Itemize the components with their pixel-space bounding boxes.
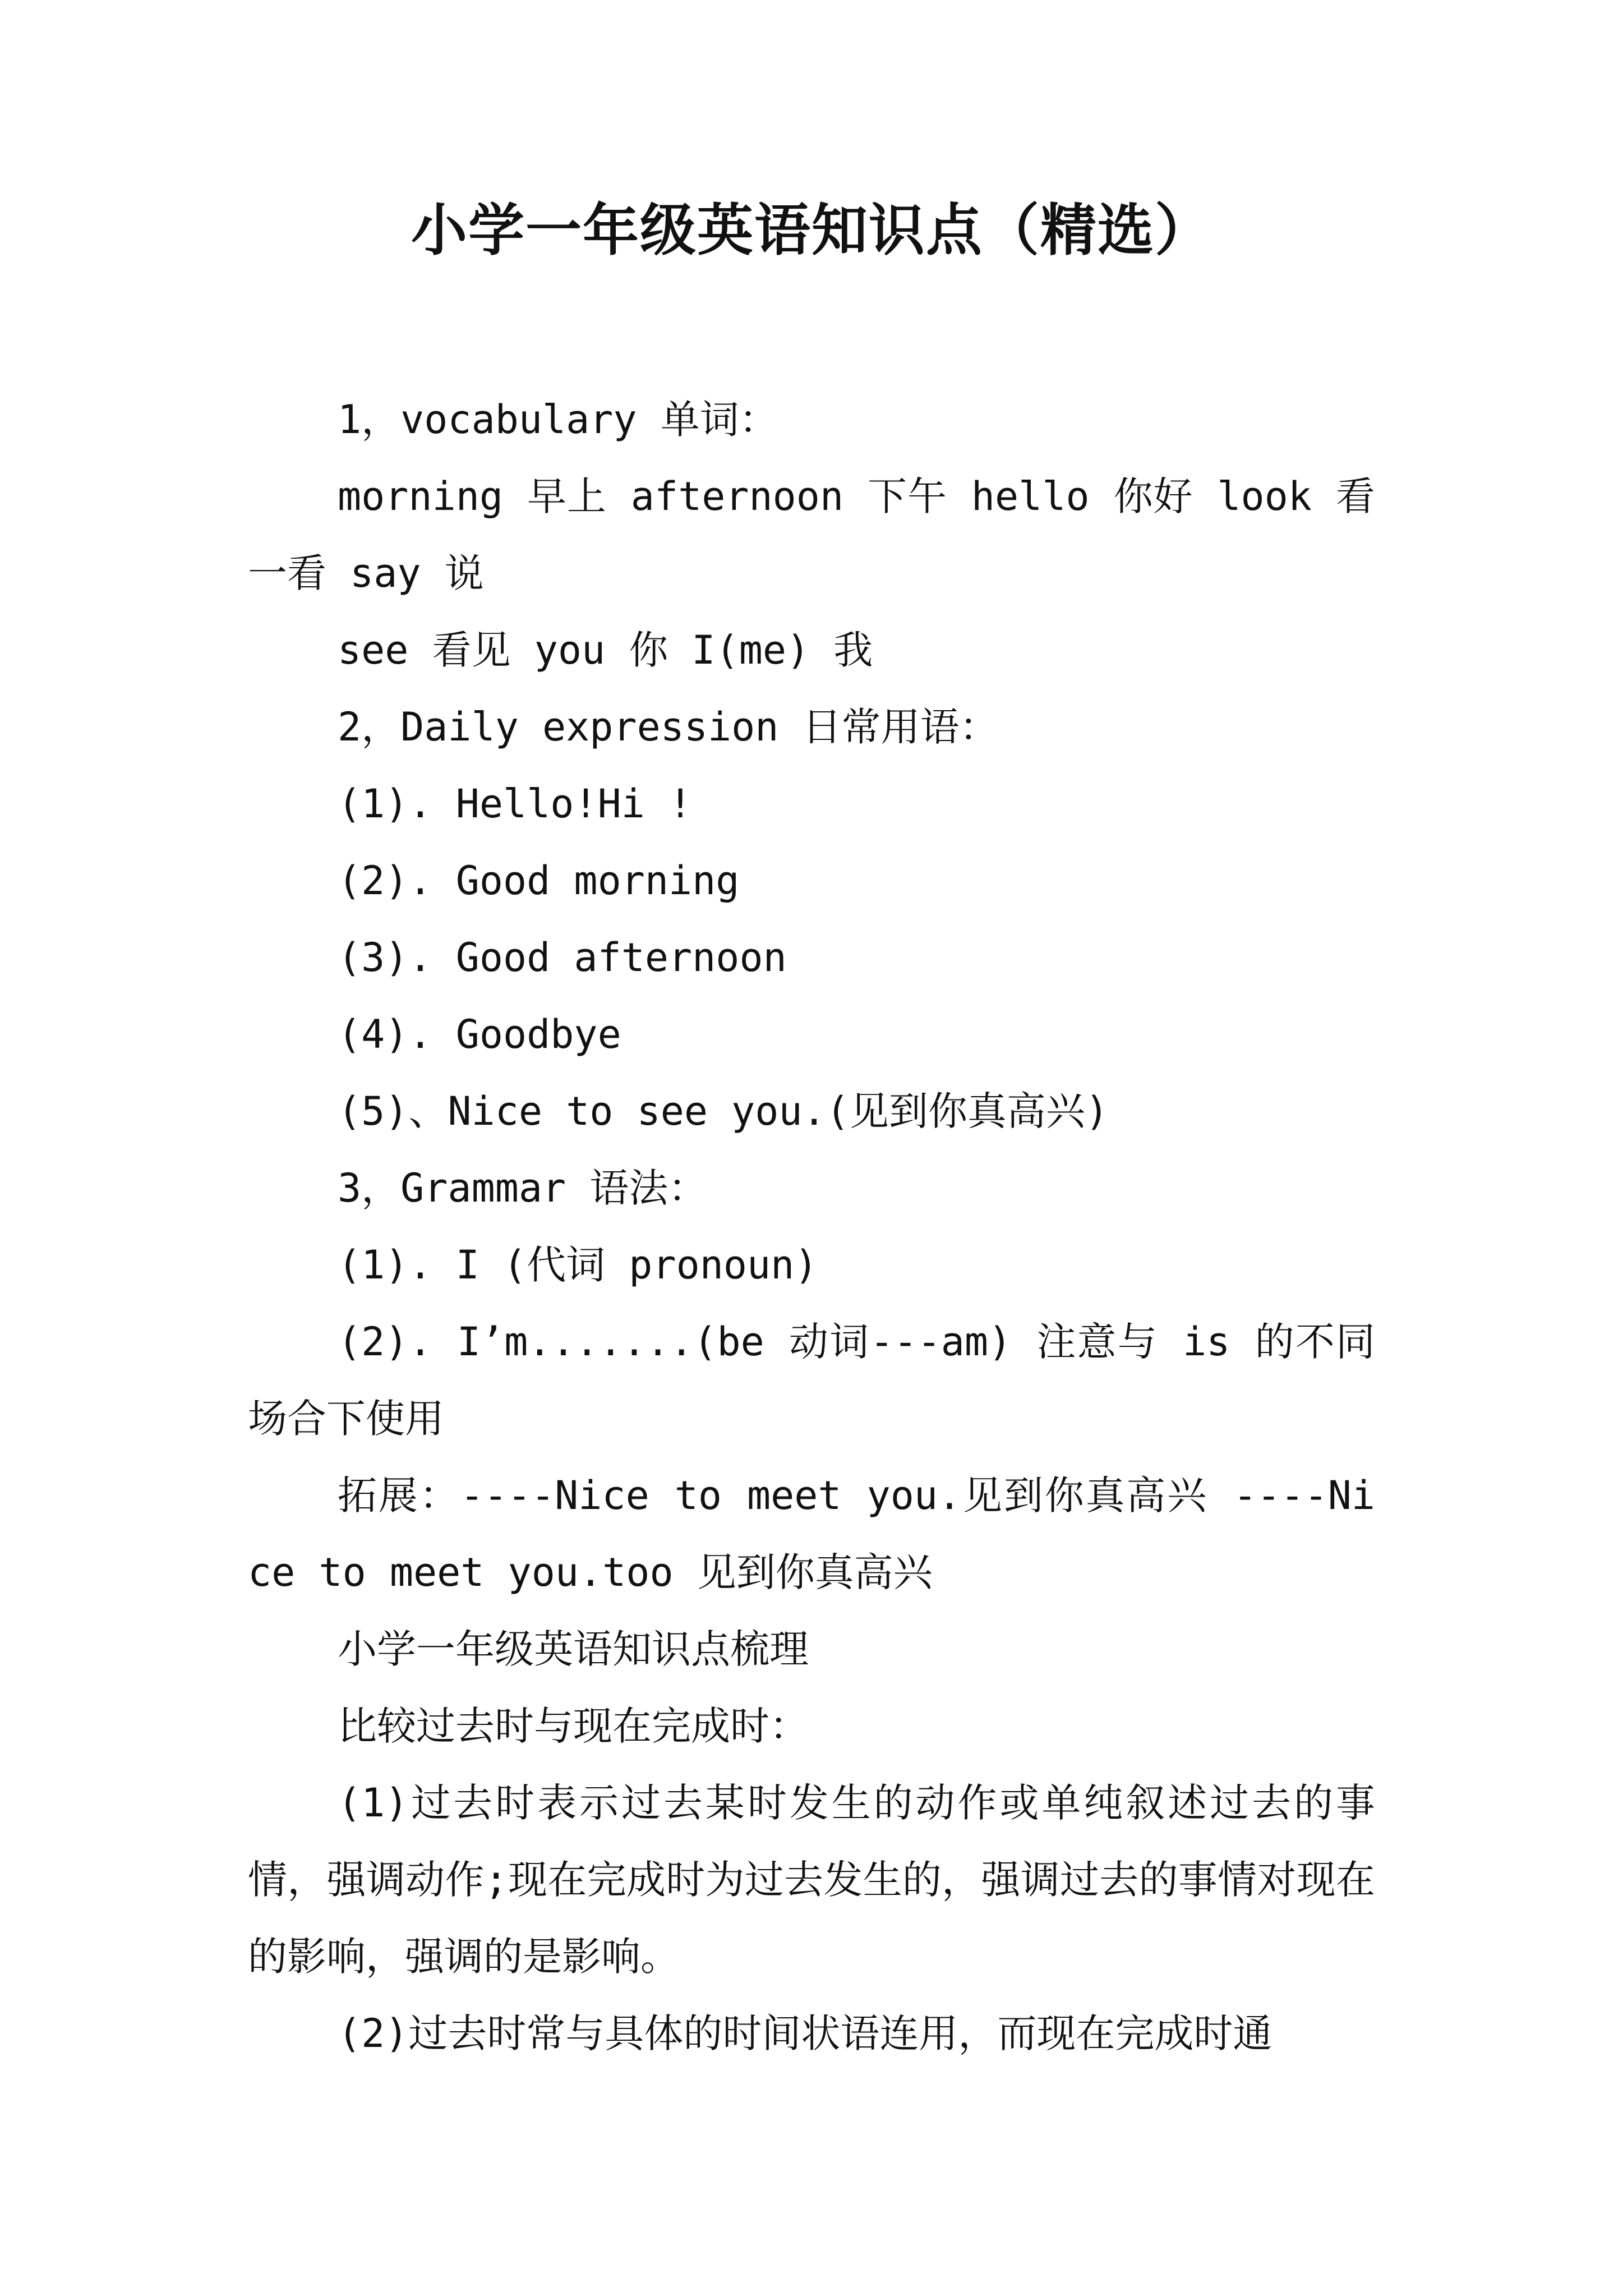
paragraph-expression-5: (5)、Nice to see you.(见到你真高兴) [338,1088,1109,1134]
paragraph-grammar-2: (2). I’m.......(be 动词---am) 注意与 is 的不同场合下使用 [248,1319,1375,1442]
paragraph-vocabulary-words-1: morning 早上 afternoon 下午 hello 你好 look 看一看 say 说 [248,473,1375,596]
paragraph-expression-3: (3). Good afternoon [338,935,787,981]
paragraph-daily-expression-heading: 2，Daily expression 日常用语： [338,704,999,750]
paragraph-vocabulary-heading: 1，vocabulary 单词： [338,397,778,443]
paragraph-comparison-1: (1)过去时表示过去某时发生的动作或单纯叙述过去的事情，强调动作;现在完成时为过去发生的，强调过去的事情对现在的影响，强调的是影响。 [248,1780,1375,1980]
paragraph-vocabulary-words-2: see 看见 you 你 I(me) 我 [338,627,873,673]
paragraph-section-heading: 小学一年级英语知识点梳理 [338,1626,809,1672]
paragraph-grammar-1: (1). I (代词 pronoun) [338,1242,818,1288]
paragraph-grammar-heading: 3，Grammar 语法： [338,1165,708,1211]
paragraph-expression-2: (2). Good morning [338,858,740,904]
paragraph-expression-1: (1). Hello!Hi ! [338,781,693,827]
paragraph-comparison-heading: 比较过去时与现在完成时： [338,1703,809,1749]
paragraph-comparison-2: (2)过去时常与具体的时间状语连用，而现在完成时通 [338,2010,1272,2056]
paragraph-expression-4: (4). Goodbye [338,1011,621,1057]
document-body [248,381,1375,2072]
paragraph-extension: 拓展：----Nice to meet you.见到你真高兴 ----Nice to meet you.too 见到你真高兴 [248,1473,1375,1595]
document-title: 小学一年级英语知识点（精选） [411,197,1212,263]
